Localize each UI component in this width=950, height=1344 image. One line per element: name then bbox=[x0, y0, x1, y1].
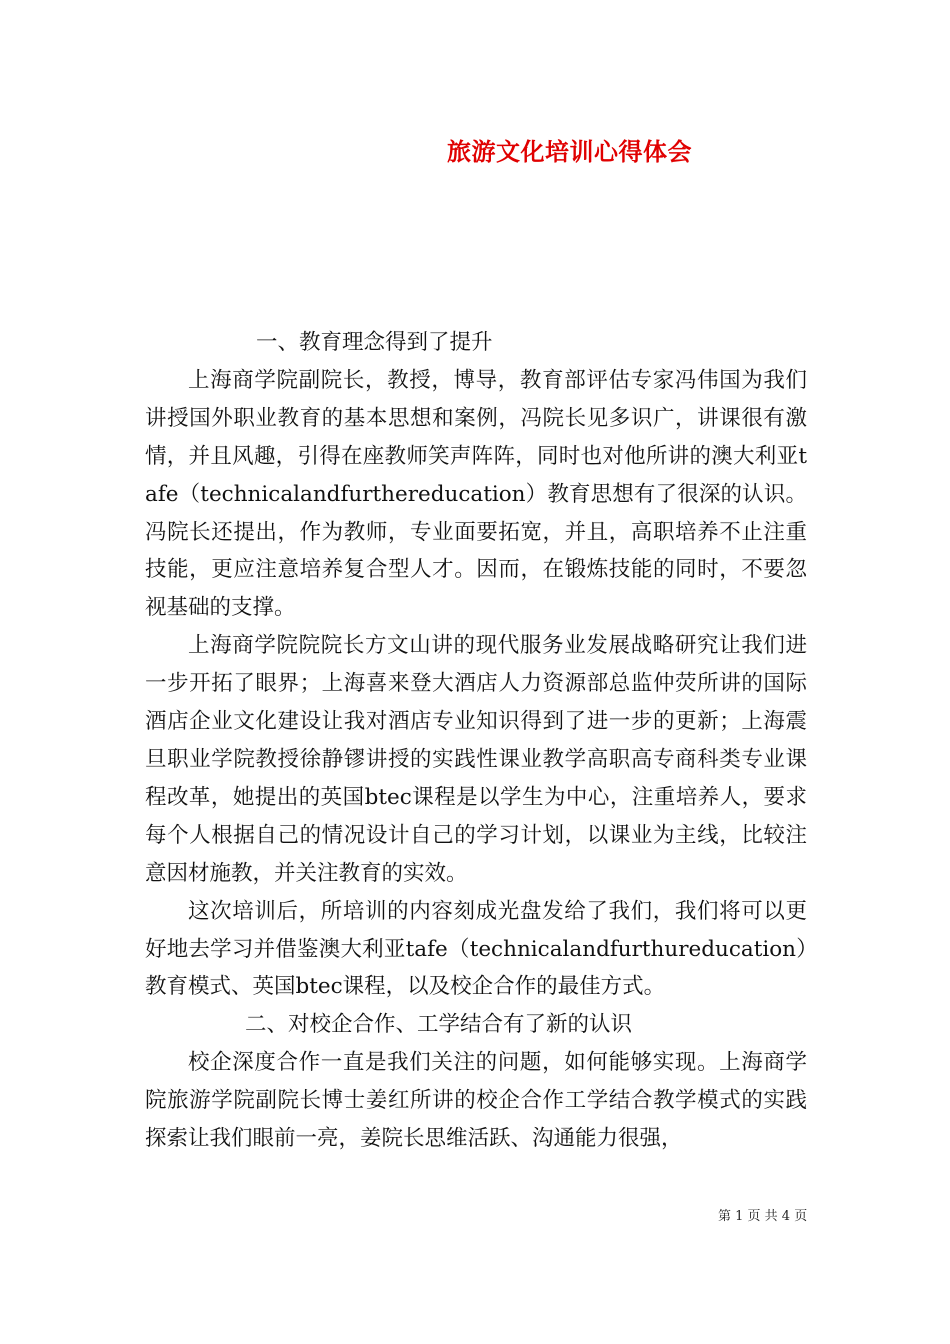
body-paragraph: 上海商学院院院长方文山讲的现代服务业发展战略研究让我们进一步开拓了眼界；上海喜来登大酒店人力资源部总监仲荧所讲的国际酒店企业文化建设让我对酒店专业知识得到了进一步的更新；上海震旦职业学院教授徐静镠讲授的实践性课业教学高职高专商科类专业课程改革，她提出的英国btec课程是以学生为中心，注重培养人，要求每个人根据自己的情况设计自己的学习计划，以课业为主线，比较注意因材施教，并关注教育的实效。 bbox=[145, 633, 807, 886]
page-number: 第 1 页 共 4 页 bbox=[718, 1209, 808, 1224]
section-heading-1: 一、教育理念得到了提升 bbox=[256, 330, 493, 355]
body-paragraph: 校企深度合作一直是我们关注的问题，如何能够实现。上海商学院旅游学院副院长博士姜红所讲的校企合作工学结合教学模式的实践探索让我们眼前一亮，姜院长思维活跃、沟通能力很强， bbox=[145, 1050, 807, 1152]
body-paragraph: 这次培训后，所培训的内容刻成光盘发给了我们，我们将可以更好地去学习并借鉴澳大利亚tafe（technicalandfurthureducation）教育模式、英国btec课程，以及校企合作的最佳方式。 bbox=[145, 898, 807, 1000]
document-body bbox=[145, 324, 807, 1158]
document-title: 旅游文化培训心得体会 bbox=[447, 137, 692, 166]
body-paragraph: 上海商学院副院长，教授，博导，教育部评估专家冯伟国为我们讲授国外职业教育的基本思想和案例，冯院长见多识广，讲课很有激情，并且风趣，引得在座教师笑声阵阵，同时也对他所讲的澳大利亚tafe（technicalandfurthereducation）教育思想有了很深的认识。冯院长还提出，作为教师，专业面要拓宽，并且，高职培养不止注重技能，更应注意培养复合型人才。因而，在锻炼技能的同时，不要忽视基础的支撑。 bbox=[145, 367, 807, 621]
section-heading-2: 二、对校企合作、工学结合有了新的认识 bbox=[245, 1012, 633, 1038]
